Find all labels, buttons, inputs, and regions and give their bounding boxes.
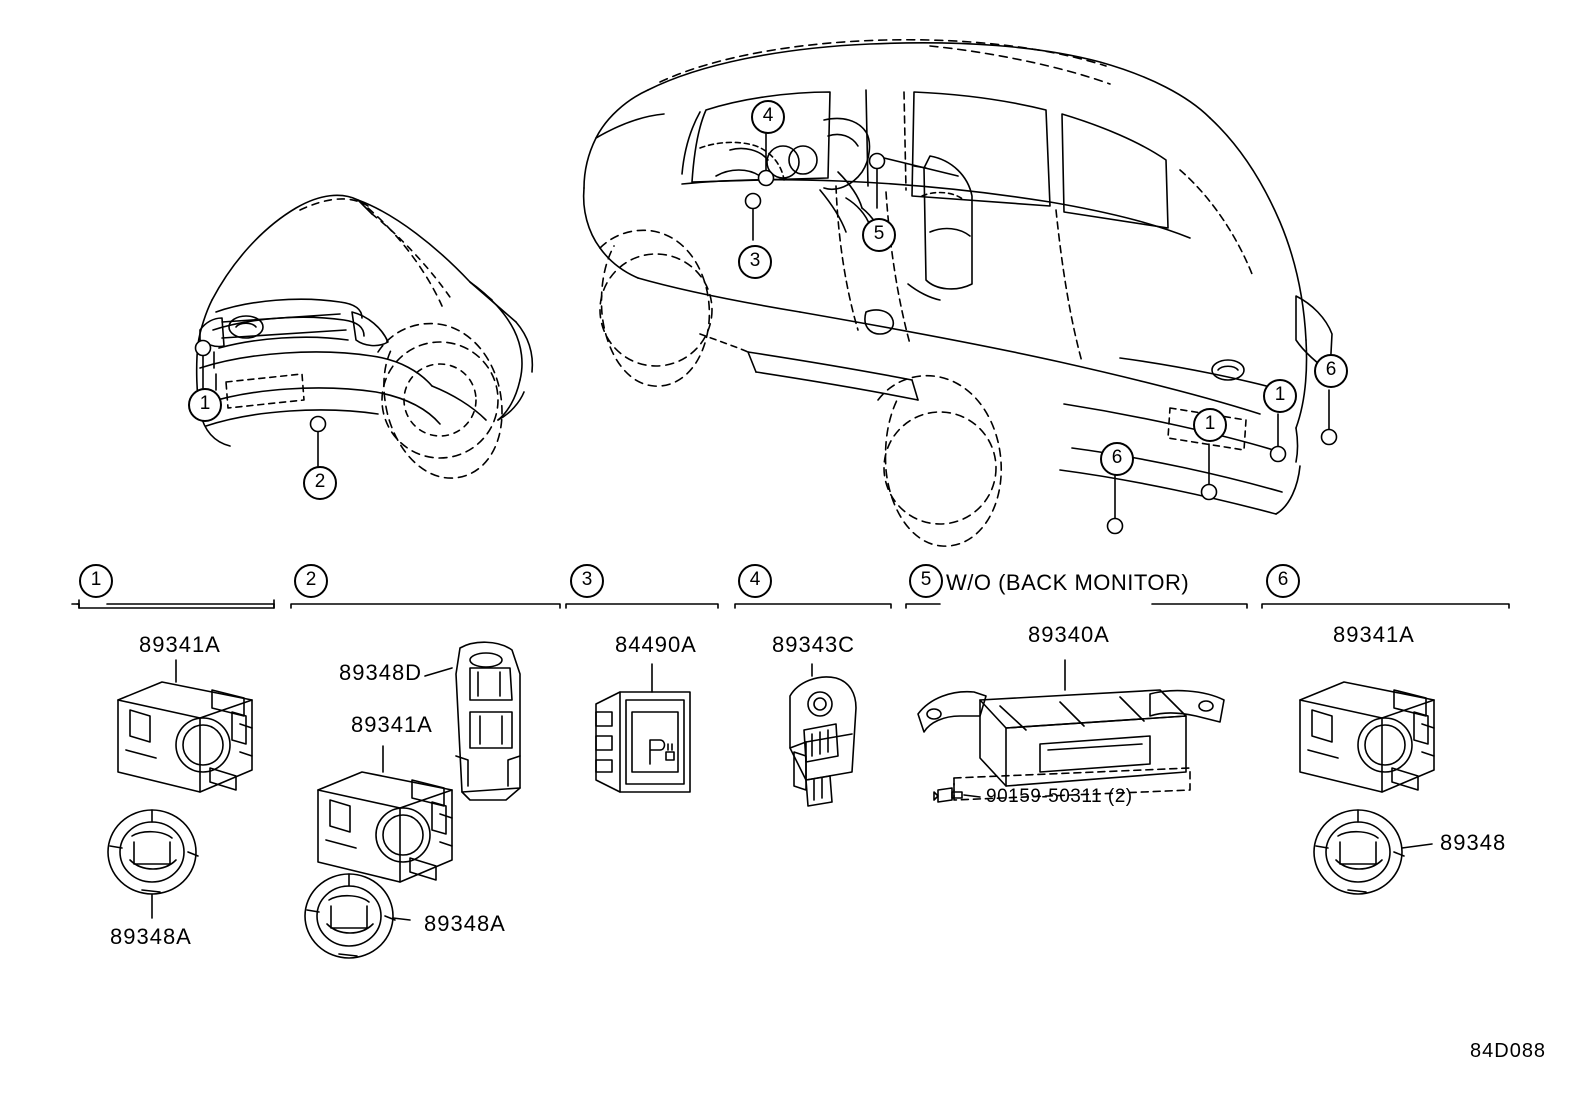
rear-vehicle-outline xyxy=(584,40,1332,546)
vehicle-callout-1-rear-center[interactable]: 1 xyxy=(1193,408,1227,442)
section-brackets xyxy=(72,600,1509,608)
part-89348a-retainer-1 xyxy=(108,810,198,894)
section-5-title: W/O (BACK MONITOR) xyxy=(946,570,1190,595)
part-label-90159-50311: 90159-50311 (2) xyxy=(986,786,1133,807)
section-number-5[interactable]: 5 xyxy=(909,564,943,598)
front-vehicle-outline xyxy=(197,195,533,478)
part-label-89348a-1: 89348A xyxy=(110,924,192,949)
part-89343c-buzzer xyxy=(790,677,856,806)
vehicle-callout-1-rear-right[interactable]: 1 xyxy=(1263,379,1297,413)
part-89341a-sensor-2 xyxy=(318,772,452,882)
vehicle-callout-3-rear[interactable]: 3 xyxy=(738,245,772,279)
vehicle-callout-6-rear-right[interactable]: 6 xyxy=(1314,354,1348,388)
part-84490a-switch xyxy=(596,692,690,792)
diagram-id: 84D088 xyxy=(1470,1040,1547,1062)
rear-callout-leaders xyxy=(746,134,1337,534)
part-label-89348a-2: 89348A xyxy=(424,911,506,936)
vehicle-callout-2-front[interactable]: 2 xyxy=(303,466,337,500)
section-number-4[interactable]: 4 xyxy=(738,564,772,598)
part-label-89343c: 89343C xyxy=(772,632,856,657)
part-label-89340a: 89340A xyxy=(1028,622,1110,647)
part-label-89341a-2: 89341A xyxy=(351,712,433,737)
part-89341a-sensor-3 xyxy=(1300,682,1434,792)
vehicle-callout-1-front[interactable]: 1 xyxy=(188,388,222,422)
section-number-1[interactable]: 1 xyxy=(79,564,113,598)
part-label-89348d: 89348D xyxy=(339,660,423,685)
vehicle-callout-5-rear[interactable]: 5 xyxy=(862,218,896,252)
part-label-89348: 89348 xyxy=(1440,830,1507,855)
part-label-89341a-3: 89341A xyxy=(1333,622,1415,647)
part-89341a-sensor-1 xyxy=(118,682,252,792)
part-89348-retainer-3 xyxy=(1314,810,1432,894)
part-89348d-bracket xyxy=(456,642,520,800)
section-number-6[interactable]: 6 xyxy=(1266,564,1300,598)
part-89340a-computer xyxy=(918,690,1224,800)
vehicle-callout-6-rear-left[interactable]: 6 xyxy=(1100,442,1134,476)
part-label-leaders xyxy=(152,660,1065,920)
section-number-3[interactable]: 3 xyxy=(570,564,604,598)
part-label-89341a-1: 89341A xyxy=(139,632,221,657)
section-number-2[interactable]: 2 xyxy=(294,564,328,598)
vehicle-callout-4-rear[interactable]: 4 xyxy=(751,100,785,134)
part-89348a-retainer-2 xyxy=(305,874,395,958)
part-label-84490a: 84490A xyxy=(615,632,697,657)
